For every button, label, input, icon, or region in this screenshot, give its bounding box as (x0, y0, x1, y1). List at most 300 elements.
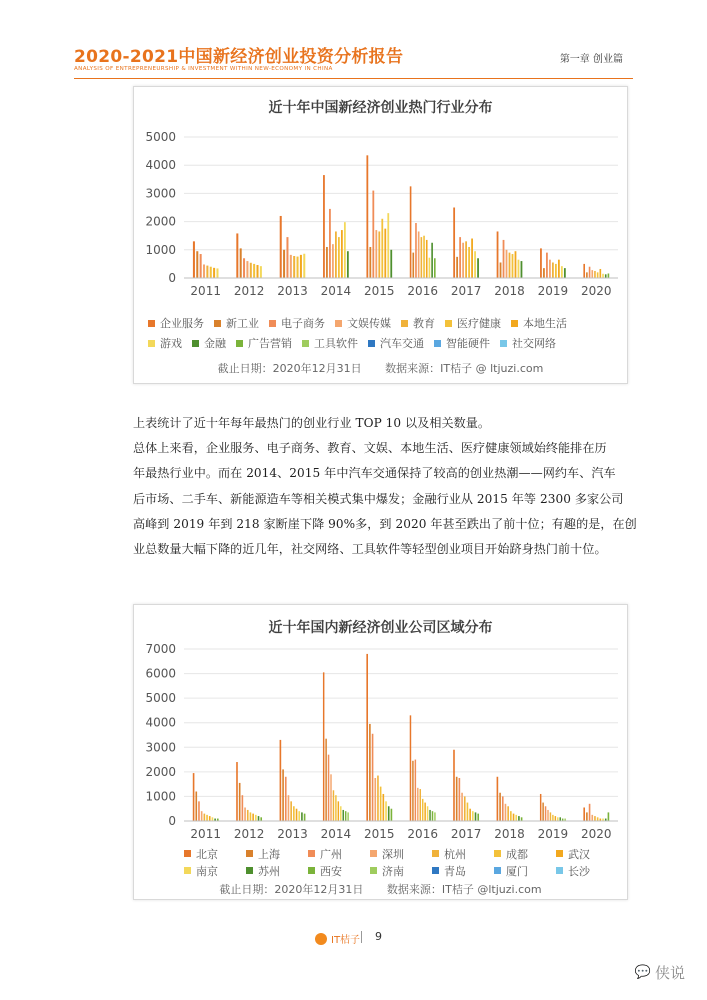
text-line: 年最热行业中。而在 2014、2015 年中汽车交通保持了较高的创业热潮——网约车、汽车 (133, 466, 616, 481)
bar (472, 811, 474, 821)
y-tick-label: 0 (168, 814, 176, 828)
x-tick-label: 2012 (233, 827, 265, 841)
bar (212, 817, 214, 821)
bar (378, 231, 380, 278)
bar (518, 816, 520, 821)
x-tick-label: 2014 (320, 827, 352, 841)
y-tick-label: 4000 (145, 158, 176, 173)
bar (244, 807, 246, 821)
legend-item (335, 315, 391, 331)
region-chart-legend (184, 845, 624, 879)
text-line: 高峰到 2019 年到 218 家断崖下降 90%多，到 2020 年甚至跌出了前十位；有趣的是，在创 (133, 516, 637, 531)
y-tick-label: 7000 (145, 642, 176, 656)
page-number: 9 (375, 930, 382, 943)
bar (335, 795, 336, 821)
bar (521, 261, 523, 278)
analysis-text (133, 411, 637, 562)
bar (325, 739, 326, 821)
x-tick-label: 2016 (407, 284, 438, 298)
header-divider (74, 78, 633, 79)
legend-swatch (246, 850, 253, 857)
bar (552, 815, 553, 821)
bar (505, 804, 507, 821)
bar (301, 812, 303, 821)
legend-label: 成都 (506, 847, 528, 861)
bar (512, 254, 514, 278)
bar (417, 788, 418, 821)
bar (464, 796, 466, 821)
chapter-label: 第一章 创业篇 (559, 54, 623, 65)
bar (415, 760, 416, 821)
bar (372, 734, 374, 821)
bar (561, 266, 563, 278)
bar (330, 774, 331, 821)
bar (256, 265, 258, 278)
legend-swatch (246, 867, 253, 874)
legend-label: 武汉 (568, 847, 590, 861)
legend-swatch (148, 340, 155, 347)
x-tick-label: 2020 (581, 827, 612, 841)
legend-swatch (556, 850, 563, 857)
bar (474, 251, 476, 278)
bar (521, 817, 523, 821)
bar (497, 231, 499, 278)
bar (390, 250, 392, 278)
bar (296, 809, 298, 821)
region-chart-title: 近十年国内新经济创业公司区域分布 (268, 620, 493, 636)
bar (415, 223, 417, 278)
bar (246, 261, 248, 278)
bar (597, 272, 599, 278)
legend-label: 文娱传媒 (347, 317, 391, 330)
bar (343, 810, 344, 821)
bar (453, 750, 455, 821)
industry-chart-note (134, 360, 627, 376)
bar (285, 777, 287, 821)
bar (540, 248, 542, 278)
bar (193, 773, 195, 821)
bar (546, 253, 548, 278)
bar (429, 258, 431, 278)
x-tick-label: 2018 (494, 284, 525, 298)
bar (471, 239, 473, 278)
bar (502, 796, 504, 821)
bar (513, 814, 515, 821)
x-tick-label: 2019 (537, 284, 569, 298)
legend-item (192, 335, 226, 351)
bar (332, 244, 334, 278)
legend-item (556, 863, 608, 879)
legend-label: 深圳 (382, 847, 404, 861)
bar (459, 237, 461, 278)
legend-item (184, 863, 236, 879)
legend-label: 汽车交通 (380, 337, 424, 350)
legend-swatch (308, 850, 315, 857)
bar (383, 794, 385, 821)
y-tick-label: 6000 (145, 666, 176, 681)
legend-item (269, 315, 325, 331)
bar (605, 274, 607, 278)
bar (542, 803, 543, 821)
bar (549, 260, 551, 278)
bar (200, 254, 202, 278)
bar (201, 811, 203, 821)
x-tick-label: 2011 (190, 827, 221, 841)
legend-item (236, 335, 292, 351)
legend-item (432, 846, 484, 862)
bar (247, 810, 249, 821)
bar (253, 264, 255, 278)
footer-logo (315, 931, 360, 946)
legend-item (148, 315, 204, 331)
x-tick-label: 2013 (277, 827, 308, 841)
legend-swatch (192, 340, 199, 347)
bar (374, 778, 376, 821)
legend-item (246, 846, 298, 862)
bar (594, 816, 596, 821)
bar (589, 804, 591, 821)
bar (236, 233, 238, 278)
legend-label: 青岛 (444, 864, 466, 878)
legend-item (214, 315, 259, 331)
bar (213, 268, 215, 278)
bar (564, 268, 566, 278)
bar (586, 272, 588, 278)
legend-swatch (184, 850, 191, 857)
bar (515, 251, 517, 278)
bar (198, 801, 200, 821)
legend-label: 教育 (413, 317, 435, 330)
text-line: 上表统计了近十年每年最热门的创业行业 TOP 10 以及相关数量。 (133, 416, 491, 430)
legend-swatch (335, 320, 342, 327)
bar (210, 267, 212, 278)
legend-label: 新工业 (226, 317, 259, 330)
x-tick-label: 2013 (277, 284, 308, 298)
legend-label: 本地生活 (523, 317, 567, 330)
bar (323, 175, 325, 278)
bar (252, 814, 254, 821)
bar (338, 801, 339, 821)
bar (420, 789, 421, 821)
bar (589, 267, 591, 278)
bar (300, 255, 302, 278)
legend-item (370, 863, 422, 879)
footer-logo-text: IT桔子 (331, 935, 361, 946)
bar (286, 237, 288, 278)
bar (586, 812, 588, 821)
bar (195, 792, 197, 821)
bar (583, 807, 585, 821)
bar (431, 243, 433, 278)
bar (341, 230, 343, 278)
chat-bubble-icon: 💬 (634, 965, 651, 980)
legend-item (556, 846, 608, 862)
bar (515, 815, 517, 821)
bar (475, 812, 477, 821)
bar (560, 817, 561, 821)
text-line: 业总数量大幅下降的近几年，社交网络、工具软件等轻型创业项目开始跻身热门前十位。 (133, 542, 607, 557)
legend-label: 广州 (320, 847, 342, 861)
y-tick-label: 3000 (145, 740, 176, 755)
bar (326, 247, 328, 278)
legend-label: 企业服务 (160, 317, 204, 330)
bar (239, 783, 241, 821)
legend-item (494, 846, 546, 862)
legend-swatch (269, 320, 276, 327)
bar (347, 251, 349, 278)
bar (429, 810, 430, 821)
bar (240, 248, 242, 278)
bar (250, 263, 252, 278)
bar (250, 812, 252, 821)
legend-label: 厦门 (506, 864, 528, 878)
legend-label: 长沙 (568, 864, 590, 878)
legend-item (302, 335, 358, 351)
legend-swatch (236, 340, 243, 347)
report-title: 2020-2021中国新经济创业投资分析报告 (74, 47, 404, 67)
bar (366, 654, 368, 821)
legend-label: 社交网络 (512, 337, 556, 350)
legend-item (401, 315, 435, 331)
bar (506, 250, 508, 278)
bar (453, 208, 455, 279)
legend-label: 上海 (258, 847, 280, 861)
bar (434, 258, 436, 278)
bar (461, 793, 463, 821)
legend-swatch (302, 340, 309, 347)
bar (206, 266, 208, 278)
bar (303, 254, 305, 278)
y-tick-label: 5000 (145, 691, 176, 706)
bar (550, 812, 551, 821)
bar (282, 769, 284, 821)
legend-swatch (184, 867, 191, 874)
legend-swatch (494, 850, 501, 857)
bar (338, 237, 340, 278)
bar (434, 812, 435, 821)
text-line: 总体上来看，企业服务、电子商务、教育、文娱、本地生活、医疗健康领域始终能排在历 (133, 441, 607, 456)
bar (608, 812, 610, 821)
bar (412, 253, 414, 278)
bar (196, 251, 198, 278)
y-tick-label: 1000 (145, 242, 176, 257)
bar (594, 271, 596, 278)
legend-swatch (401, 320, 408, 327)
bar (280, 216, 282, 278)
legend-item (368, 335, 424, 351)
bar (500, 262, 502, 278)
legend-item (148, 335, 182, 351)
bar (260, 266, 262, 278)
bar (543, 268, 545, 278)
bar (503, 240, 505, 278)
legend-item (494, 863, 546, 879)
legend-swatch (434, 340, 441, 347)
industry-chart-panel (133, 86, 628, 384)
bar (426, 240, 428, 278)
legend-swatch (308, 867, 315, 874)
legend-row (184, 845, 624, 862)
bar (555, 816, 556, 821)
x-tick-label: 2015 (364, 284, 395, 298)
bar (518, 260, 520, 278)
legend-label: 智能硬件 (446, 337, 490, 350)
legend-swatch (214, 320, 221, 327)
industry-chart-title: 近十年中国新经济创业热门行业分布 (268, 100, 493, 116)
legend-item (500, 335, 556, 351)
bar (477, 258, 479, 278)
legend-label: 医疗健康 (457, 317, 501, 330)
bar (509, 253, 511, 278)
bar (465, 241, 467, 278)
bar (583, 264, 585, 278)
bar (375, 230, 377, 278)
legend-item (308, 863, 360, 879)
legend-label: 济南 (382, 864, 404, 878)
bar (335, 231, 337, 278)
bar (206, 815, 208, 821)
bar (283, 250, 285, 278)
bar (258, 816, 260, 821)
legend-swatch (511, 320, 518, 327)
bar (288, 795, 290, 821)
bar (422, 799, 423, 821)
region-chart-note (134, 881, 627, 897)
x-tick-label: 2014 (320, 284, 352, 298)
bar (418, 231, 420, 278)
bar (497, 777, 499, 821)
report-subtitle: ANALYSIS OF ENTREPRENEURSHIP & INVESTMENT WITHIN NEW-ECONOMY IN CHINA (74, 66, 333, 72)
bar (410, 715, 411, 821)
bar (427, 806, 428, 821)
bar (432, 811, 433, 821)
bar (499, 793, 501, 821)
x-tick-label: 2011 (190, 284, 221, 298)
bar (216, 268, 218, 278)
bar (456, 777, 458, 821)
bar (468, 247, 470, 278)
x-tick-label: 2018 (494, 827, 525, 841)
legend-swatch (432, 850, 439, 857)
legend-label: 金融 (204, 337, 226, 350)
bar (260, 817, 262, 821)
bar (597, 817, 599, 821)
wechat-watermark (635, 962, 685, 983)
legend-label: 电子商务 (281, 317, 325, 330)
bar (347, 812, 348, 821)
bar (591, 270, 593, 278)
bar (290, 255, 292, 278)
bar (421, 237, 423, 278)
y-tick-label: 2000 (145, 214, 176, 229)
y-tick-label: 2000 (145, 764, 176, 779)
bar (423, 236, 425, 278)
bar (557, 817, 558, 821)
bar (366, 155, 368, 278)
legend-label: 北京 (196, 847, 218, 861)
bar (558, 260, 560, 278)
bar (290, 801, 292, 821)
watermark-text: 侠说 (654, 964, 685, 982)
legend-swatch (148, 320, 155, 327)
bar (340, 806, 341, 821)
bar (600, 269, 602, 278)
bar (467, 803, 469, 821)
bar (545, 806, 546, 821)
legend-label: 苏州 (258, 864, 280, 878)
legend-swatch (494, 867, 501, 874)
legend-swatch (556, 867, 563, 874)
industry-chart-legend (148, 313, 618, 353)
bar (510, 811, 512, 821)
bar (333, 790, 334, 821)
bar (323, 672, 324, 821)
x-tick-label: 2012 (233, 284, 265, 298)
legend-item (432, 863, 484, 879)
x-tick-label: 2019 (537, 827, 569, 841)
bar (243, 258, 245, 278)
bar (344, 222, 346, 278)
bar (255, 815, 257, 821)
bar (236, 762, 238, 821)
legend-label: 广告营销 (248, 337, 292, 350)
bar (507, 806, 509, 821)
legend-row (148, 333, 618, 353)
bar (462, 243, 464, 278)
legend-item (445, 315, 501, 331)
bar (602, 274, 604, 278)
bar (380, 787, 382, 821)
bar (459, 778, 461, 821)
bar (297, 257, 299, 278)
data-source: 数据来源：IT桔子 @ ltjuzi.com (385, 362, 544, 375)
legend-swatch (445, 320, 452, 327)
legend-swatch (370, 850, 377, 857)
bar (369, 724, 371, 821)
bar (555, 264, 557, 278)
legend-item (184, 846, 236, 862)
y-tick-label: 0 (168, 271, 176, 285)
legend-item (511, 315, 567, 331)
y-tick-label: 4000 (145, 715, 176, 730)
bar (477, 814, 479, 821)
region-chart-panel (133, 604, 628, 900)
bar (547, 810, 548, 821)
legend-item (308, 846, 360, 862)
bar (608, 273, 610, 278)
legend-swatch (370, 867, 377, 874)
bar (298, 811, 300, 821)
bar (424, 803, 425, 821)
legend-row (148, 313, 618, 333)
legend-swatch (432, 867, 439, 874)
legend-item (434, 335, 490, 351)
legend-label: 南京 (196, 864, 218, 878)
bar (209, 816, 211, 821)
legend-item (370, 846, 422, 862)
bar (280, 740, 282, 821)
x-tick-label: 2015 (364, 827, 395, 841)
bar (377, 776, 379, 821)
bar (304, 814, 306, 821)
y-tick-label: 3000 (145, 186, 176, 201)
cutoff-date: 截止日期：2020年12月31日 (219, 883, 364, 896)
bar (456, 257, 458, 278)
bar (387, 213, 389, 278)
bar (204, 814, 206, 821)
legend-row (184, 862, 624, 879)
bar (385, 801, 387, 821)
